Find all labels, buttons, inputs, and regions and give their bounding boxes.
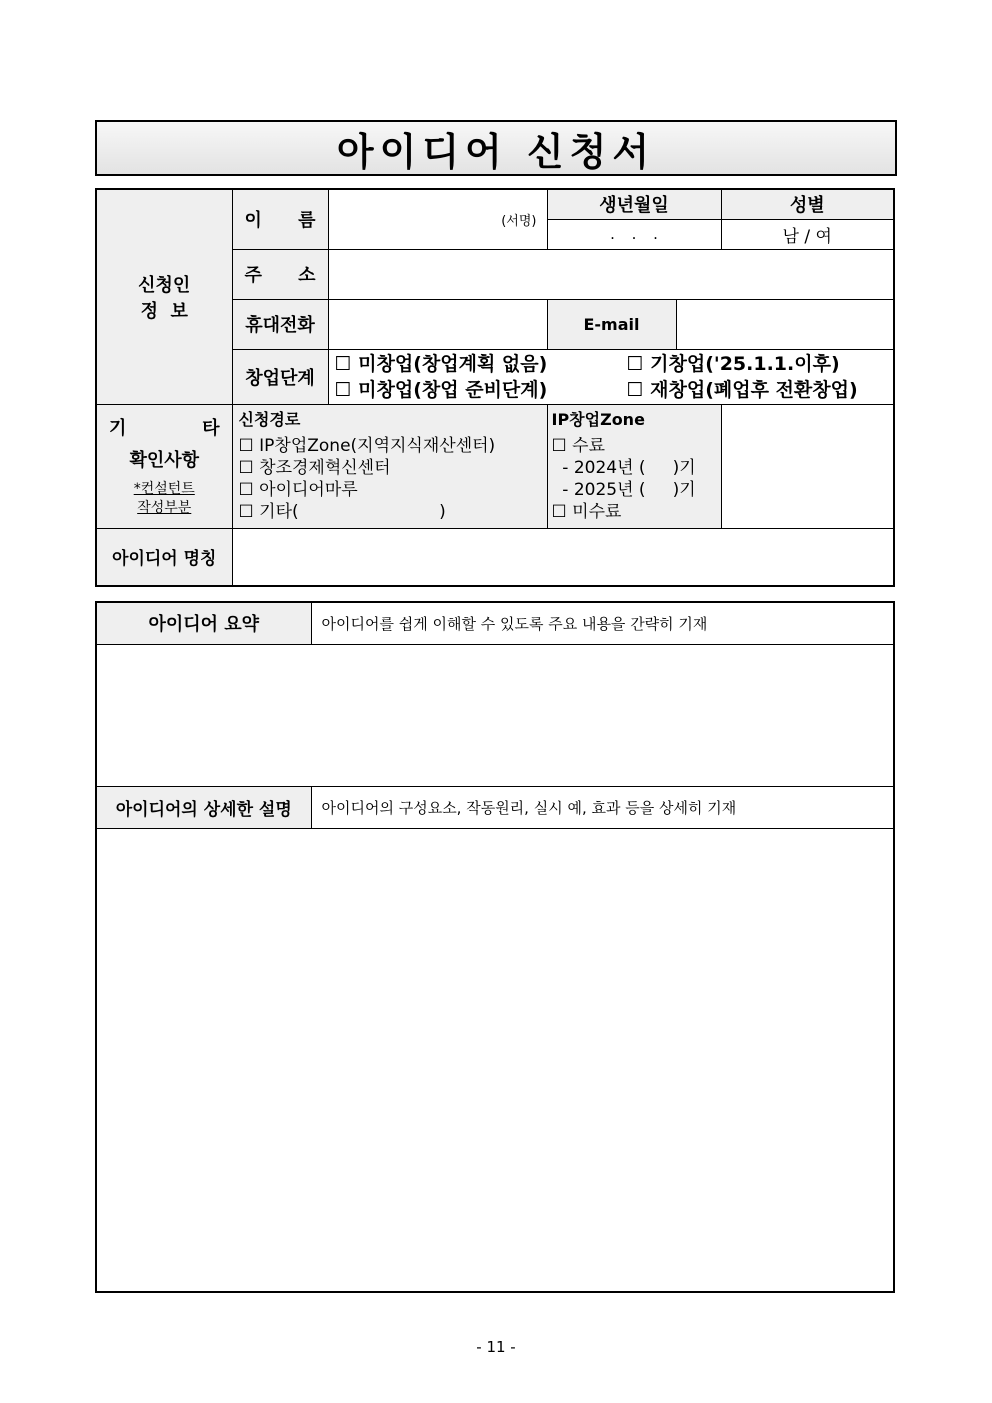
applicant-section-label	[96, 189, 232, 404]
email-label: E-mail	[547, 299, 676, 349]
phone-label: 휴대전화	[232, 299, 328, 349]
gender-label: 성별	[721, 189, 894, 219]
stage-options	[328, 349, 894, 404]
form-title-box	[95, 120, 897, 176]
page-number: - 11 -	[476, 1338, 516, 1356]
zone-option-2025[interactable]: - 2025년 ( )기	[551, 479, 696, 500]
detail-hint: 아이디어의 구성요소, 작동원리, 실시 예, 효과 등을 상세히 기재	[311, 786, 894, 828]
route-option-idea-maru[interactable]: ☐ 아이디어마루	[238, 479, 358, 500]
route-option-innovation-center[interactable]: ☐ 창조경제혁신센터	[238, 457, 391, 478]
section-label-line2: 정 보	[140, 300, 188, 322]
idea-name-field[interactable]	[232, 528, 894, 586]
applicant-info-table	[95, 188, 895, 587]
summary-hint: 아이디어를 쉽게 이해할 수 있도록 주요 내용을 간략히 기재	[311, 602, 894, 644]
idea-description-table	[95, 601, 895, 1293]
route-title: 신청경로	[238, 409, 301, 429]
stage-option-not-started-no-plan[interactable]: ☐ 미창업(창업계획 없음)	[334, 352, 548, 375]
email-field[interactable]	[676, 299, 894, 349]
phone-field[interactable]	[328, 299, 547, 349]
birth-label: 생년월일	[547, 189, 721, 219]
ip-zone-status	[547, 404, 721, 528]
stage-option-restart[interactable]: ☐ 재창업(폐업후 전환창업)	[626, 378, 858, 401]
idea-name-label: 아이디어 명칭	[96, 528, 232, 586]
summary-label: 아이디어 요약	[96, 602, 311, 644]
birth-field[interactable]: . . .	[547, 219, 721, 249]
gender-field[interactable]: 남 / 여	[721, 219, 894, 249]
zone-option-2024[interactable]: - 2024년 ( )기	[551, 457, 696, 478]
name-field[interactable]	[328, 189, 547, 249]
address-label: 주 소	[232, 249, 328, 299]
stage-label: 창업단계	[232, 349, 328, 404]
other-label: 기 타 확인사항 *컨설턴트 작성부분	[96, 404, 232, 528]
detail-field[interactable]	[96, 828, 894, 1292]
stage-option-started[interactable]: ☐ 기창업('25.1.1.이후)	[626, 352, 840, 375]
consultant-note: *컨설턴트 작성부분	[133, 481, 195, 516]
zone-title: IP창업Zone	[551, 409, 645, 429]
route-option-other[interactable]: ☐ 기타( )	[238, 501, 446, 522]
signature-mark: (서명)	[501, 213, 537, 229]
section-label-line1: 신청인	[138, 274, 191, 296]
address-field[interactable]	[328, 249, 894, 299]
stage-option-not-started-preparing[interactable]: ☐ 미창업(창업 준비단계)	[334, 378, 548, 401]
detail-label: 아이디어의 상세한 설명	[96, 786, 311, 828]
summary-field[interactable]	[96, 644, 894, 786]
zone-option-not-completed[interactable]: ☐ 미수료	[551, 501, 622, 522]
form-title: 아이디어 신청서	[336, 129, 656, 174]
name-label: 이 름	[232, 189, 328, 249]
route-option-ip-zone[interactable]: ☐ IP창업Zone(지역지식재산센터)	[238, 435, 496, 456]
zone-option-completed[interactable]: ☐ 수료	[551, 435, 605, 456]
application-route	[232, 404, 547, 528]
